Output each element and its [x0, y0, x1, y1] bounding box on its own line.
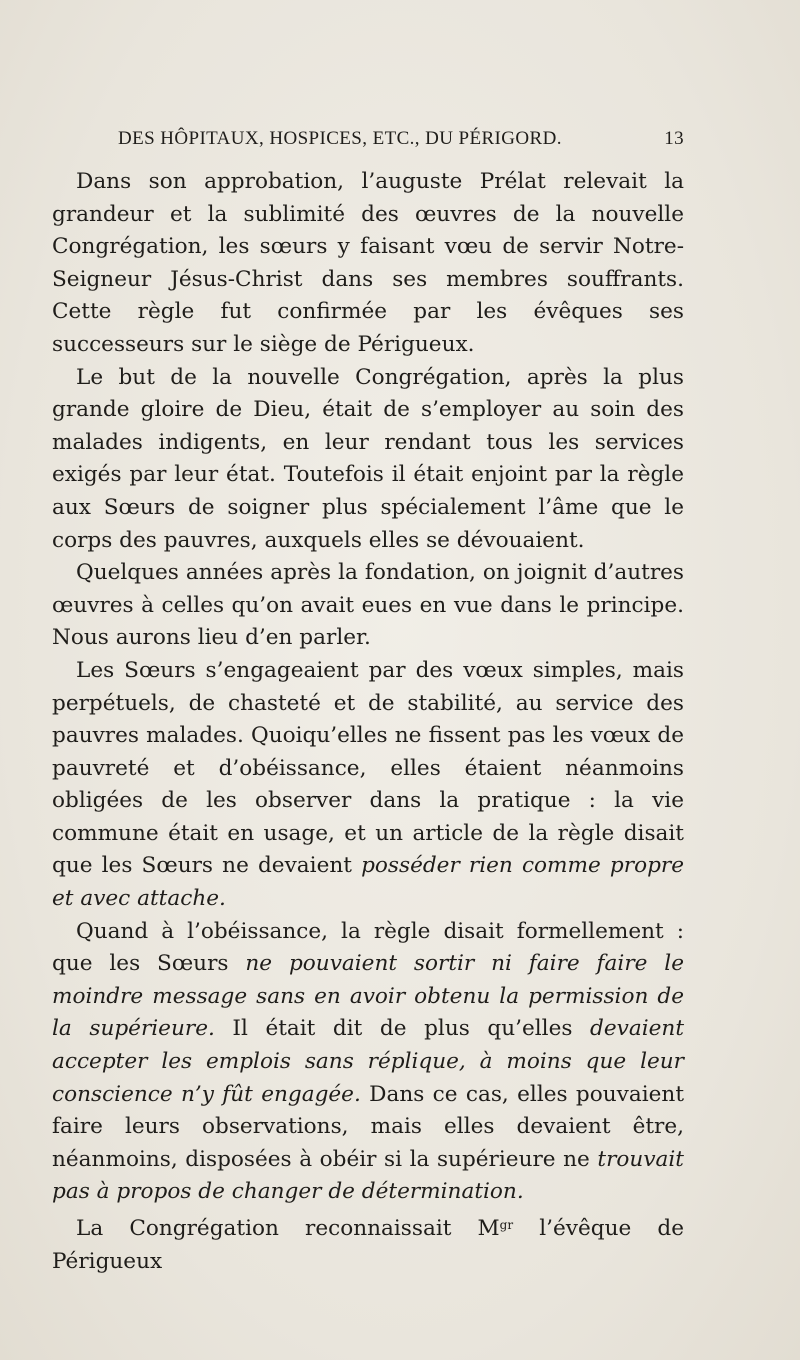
- text-segment: Dans ce cas, elles pouvaient faire leurs observations, mais elles devaient être, néanmoins, disposées à obéir si la supérieure ne: [52, 1081, 684, 1172]
- paragraph: [52, 362, 684, 558]
- text-segment: Le but de la nouvelle Congrégation, après la plus grande gloire de Dieu, était de s’employer au soin des malades indigents, en leur rendant tous les services exigés par leur état. Toutefois il était enjoint par la règle aux Sœurs de soigner plus spécialement l’âme que le corps des pauvres, auxquels elles se dévouaient.: [52, 364, 684, 553]
- running-header: [118, 128, 684, 150]
- italic-text: posséder rien comme propre et avec attache.: [52, 853, 685, 912]
- paragraph: [52, 1209, 684, 1278]
- text-segment: Il était dit de plus qu’elles: [214, 1016, 591, 1042]
- italic-text: ne pouvaient sortir ni faire faire le moindre message sans en avoir obtenu la permission de la supérieure.: [52, 951, 684, 1042]
- italic-text: trouvait pas à propos de changer de détermination.: [52, 1146, 684, 1205]
- text-segment: Dans son approbation, l’auguste Prélat relevait la grandeur et la sublimité des œuvres de la nouvelle Congrégation, les sœurs y faisant vœu de servir Notre-Seigneur Jésus-Christ dans ses membres souffrants. Cette règle fut confirmée par les évêques ses successeurs sur le siège de Périgueux.: [52, 169, 684, 357]
- paragraph: [52, 916, 684, 1209]
- superscript-text: gr: [499, 1218, 514, 1232]
- running-title: DES HÔPITAUX, HOSPICES, ETC., DU PÉRIGORD.: [118, 128, 562, 149]
- text-segment: l’évêque de Périgueux: [52, 1216, 684, 1274]
- text-segment: Quand à l’obéissance, la règle disait formellement : que les Sœurs: [52, 918, 684, 977]
- text-segment: Les Sœurs s’engageaient par des vœux simples, mais perpétuels, de chasteté et de stabilité, au service des pauvres malades. Quoiqu’elles ne fissent pas les vœux de pauvreté et d’obéissance, elles étaient néanmoins obligées de les observer dans la pratique : la vie commune était en usage, et un article de la règle disait que les Sœurs ne devaient: [52, 657, 684, 879]
- body-text: [52, 166, 684, 1278]
- paragraph: [52, 655, 684, 916]
- page-number: 13: [664, 128, 684, 149]
- paragraph: [52, 557, 684, 655]
- text-segment: Quelques années après la fondation, on joignit d’autres œuvres à celles qu’on avait eues en vue dans le principe. Nous aurons lieu d’en parler.: [52, 560, 684, 651]
- italic-text: devaient accepter les emplois sans réplique, à moins que leur conscience n’y fût engagée.: [52, 1016, 684, 1107]
- text-segment: La Congrégation reconnaissait M: [76, 1216, 500, 1241]
- paragraph: [52, 166, 684, 362]
